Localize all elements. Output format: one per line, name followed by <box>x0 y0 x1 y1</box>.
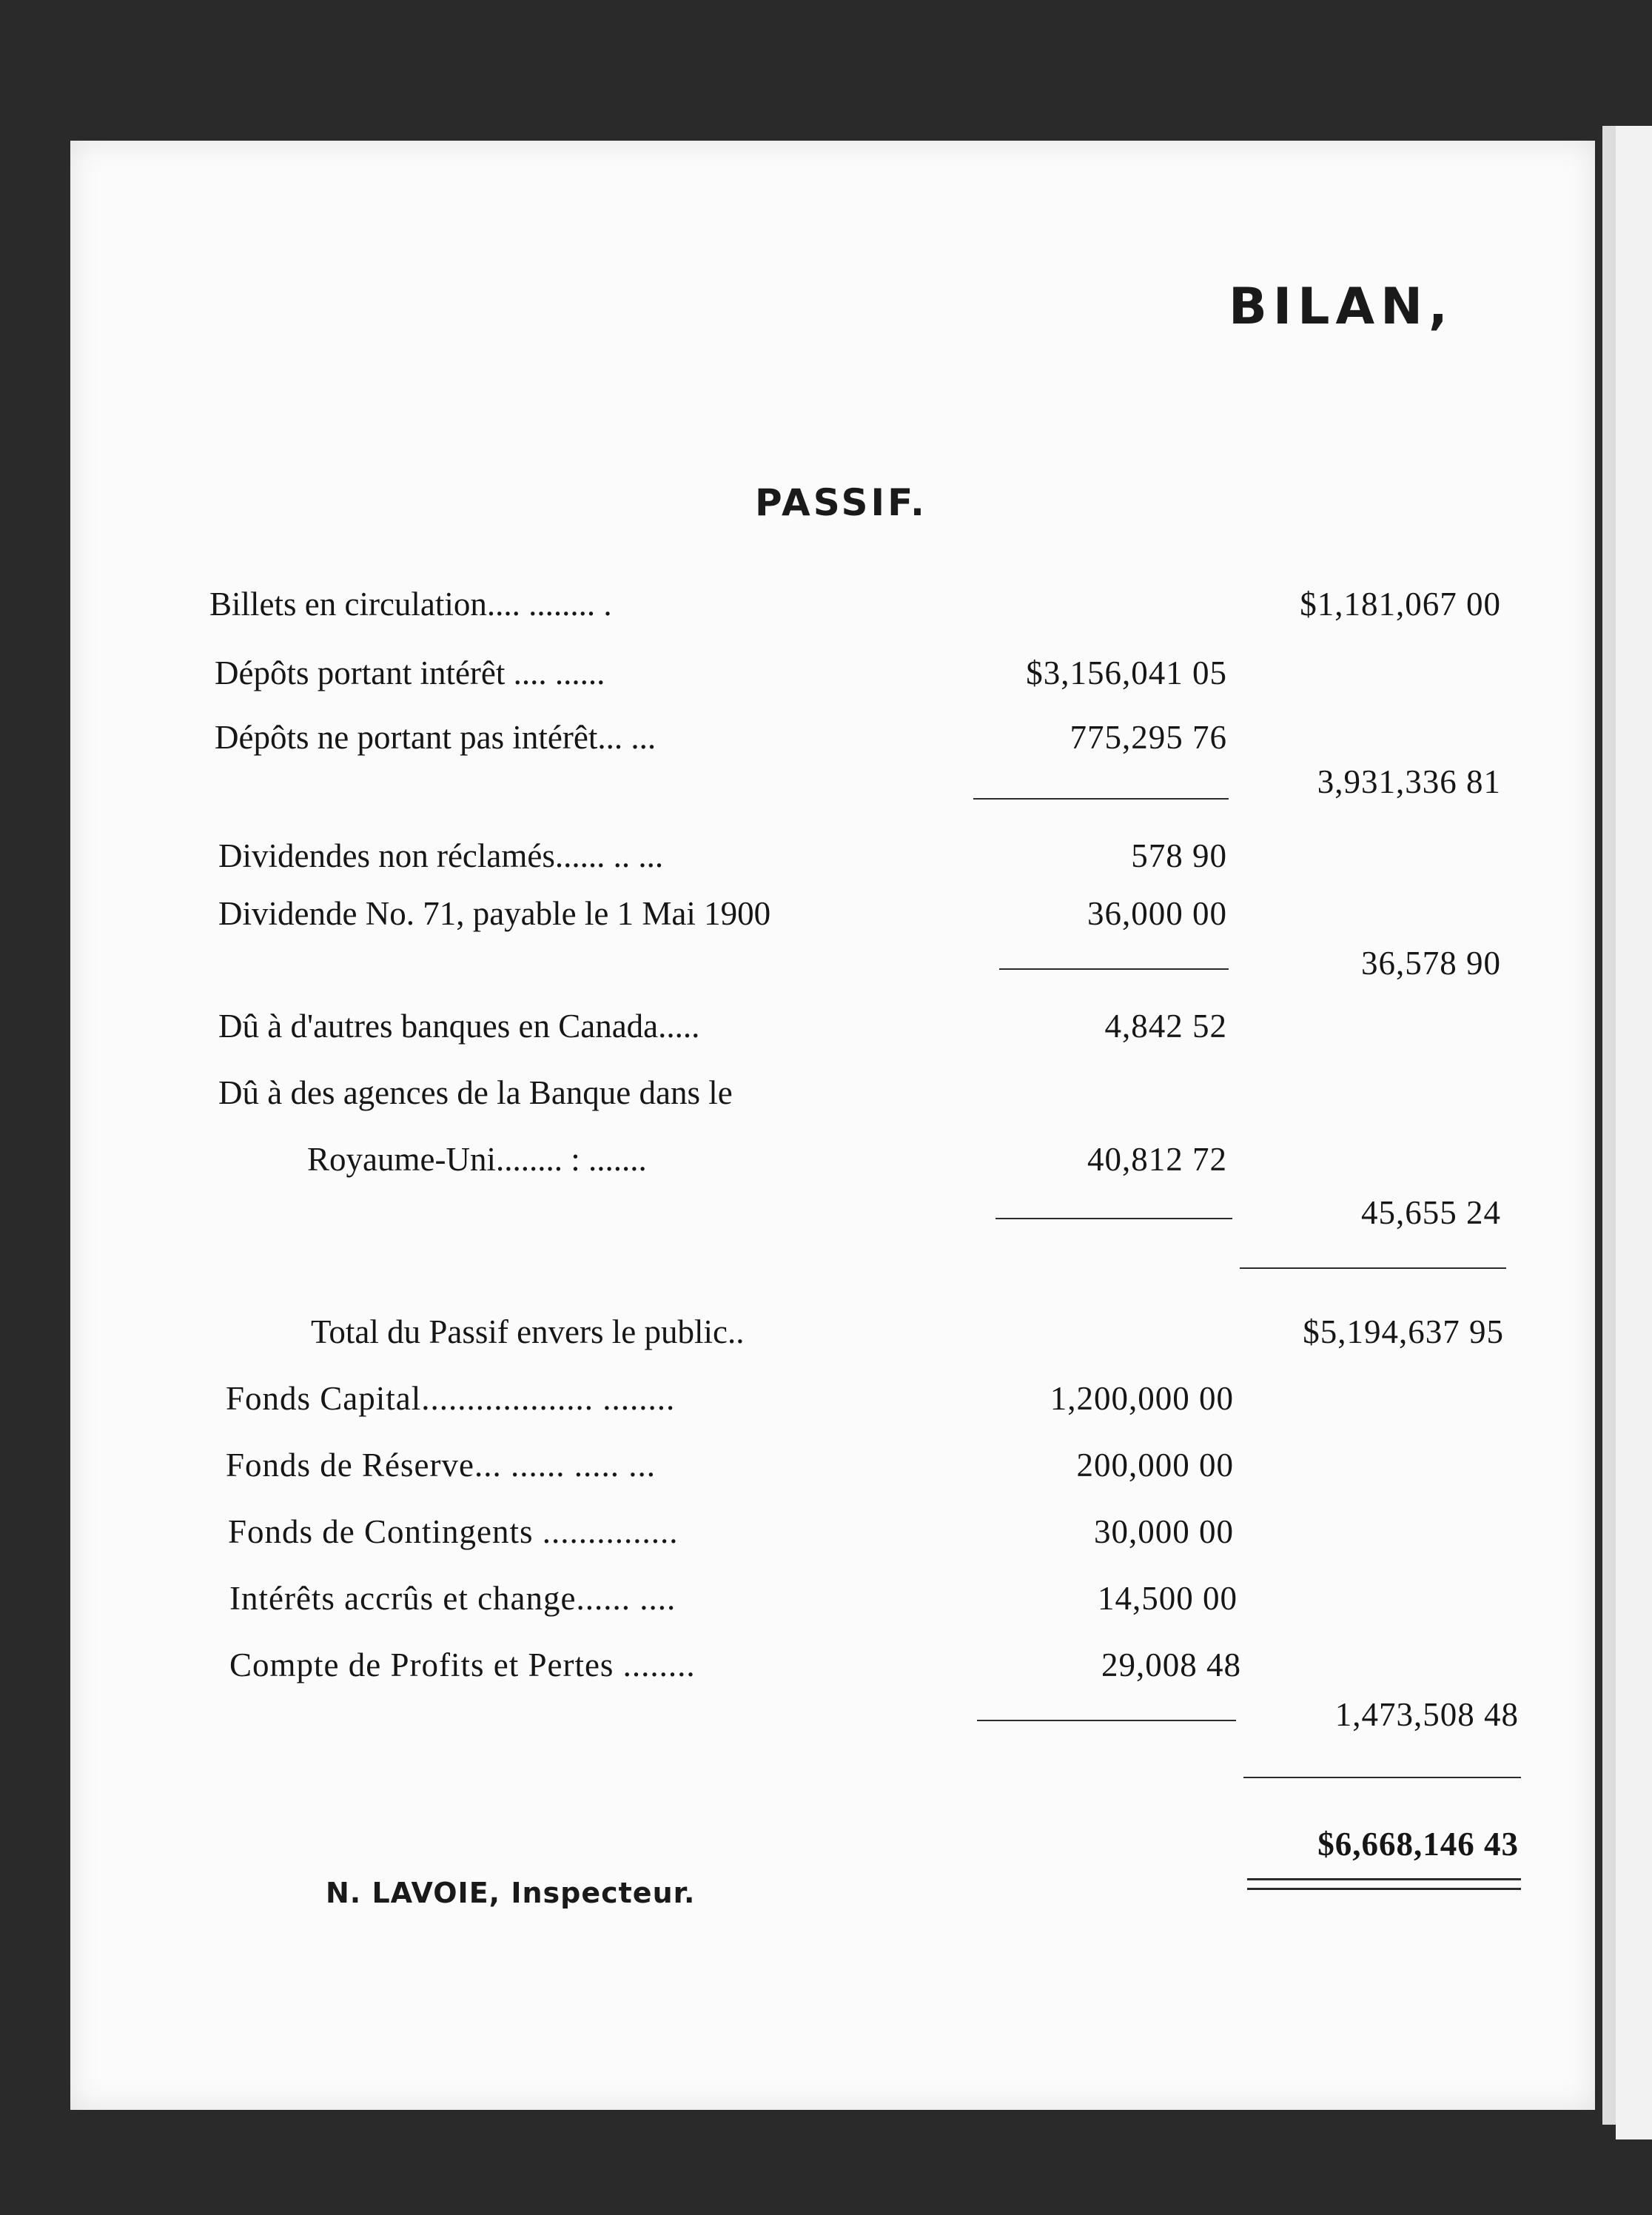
ledger-row <box>0 1646 1652 1698</box>
ledger-row <box>0 1140 1652 1192</box>
ledger-row <box>0 894 1652 946</box>
total-rule <box>1240 1267 1506 1269</box>
ledger-row <box>0 837 1652 888</box>
ledger-row <box>0 1379 1652 1431</box>
row-label: Dividendes non réclamés...... .. ... <box>218 837 664 874</box>
row-amount: 36,000 00 <box>1087 895 1227 932</box>
row-label: Billets en circulation.... ........ . <box>209 586 612 623</box>
ledger-row <box>0 1073 1652 1125</box>
ledger-row <box>0 1313 1652 1364</box>
row-amount: 578 90 <box>1131 837 1227 874</box>
ledger-row <box>0 763 1652 814</box>
ledger-row <box>0 585 1652 637</box>
row-label: Dû à des agences de la Banque dans le <box>218 1074 733 1111</box>
row-amount: 775,295 76 <box>1070 719 1227 756</box>
row-total: 36,578 90 <box>1361 945 1501 982</box>
row-label: Fonds de Réserve... ...... ..... ... <box>226 1447 656 1484</box>
row-label: Dividende No. 71, payable le 1 Mai 1900 <box>218 895 771 932</box>
ledger-row <box>0 1446 1652 1498</box>
row-total: $5,194,637 95 <box>1303 1313 1504 1350</box>
page-title: BILAN, <box>1229 278 1454 336</box>
ledger-row <box>0 1007 1652 1059</box>
row-amount: 14,500 00 <box>1098 1580 1238 1617</box>
grand-total: $6,668,146 43 <box>1317 1826 1519 1863</box>
total-rule <box>1243 1777 1521 1778</box>
row-amount: 1,200,000 00 <box>1050 1380 1234 1417</box>
ledger-row <box>0 1825 1652 1877</box>
row-label: Compte de Profits et Pertes ........ <box>229 1646 696 1683</box>
row-amount: $3,156,041 05 <box>1026 654 1227 691</box>
ledger-row <box>0 944 1652 996</box>
row-total: 1,473,508 48 <box>1334 1696 1519 1733</box>
row-amount: 200,000 00 <box>1076 1447 1234 1484</box>
ledger-row <box>0 1579 1652 1631</box>
row-amount: 29,008 48 <box>1101 1646 1241 1683</box>
row-amount: 40,812 72 <box>1087 1141 1227 1178</box>
row-label: Dépôts ne portant pas intérêt... ... <box>215 719 657 756</box>
row-label: Intérêts accrûs et change...... .... <box>229 1580 676 1617</box>
row-label: Fonds Capital................... ........ <box>226 1380 676 1417</box>
section-title: PASSIF. <box>755 481 927 524</box>
grand-total-rule <box>1247 1888 1521 1890</box>
ledger-row <box>0 1512 1652 1564</box>
row-total: 3,931,336 81 <box>1317 763 1501 800</box>
document-page <box>70 141 1595 2110</box>
row-amount: 4,842 52 <box>1104 1008 1227 1045</box>
ledger-row <box>0 1193 1652 1245</box>
ledger-row <box>0 1695 1652 1747</box>
inspector-signature: N. LAVOIE, Inspecteur. <box>326 1877 696 1909</box>
row-label: Fonds de Contingents ............... <box>228 1513 679 1550</box>
ledger-row <box>0 654 1652 706</box>
row-label: Dépôts portant intérêt .... ...... <box>215 654 605 691</box>
row-amount: 30,000 00 <box>1094 1513 1234 1550</box>
row-label: Dû à d'autres banques en Canada..... <box>218 1008 700 1045</box>
row-total: 45,655 24 <box>1361 1194 1501 1231</box>
row-label: Royaume-Uni........ : ....... <box>307 1141 647 1178</box>
grand-total-rule <box>1247 1878 1521 1880</box>
row-total: $1,181,067 00 <box>1300 586 1501 623</box>
row-label: Total du Passif envers le public.. <box>311 1313 745 1350</box>
